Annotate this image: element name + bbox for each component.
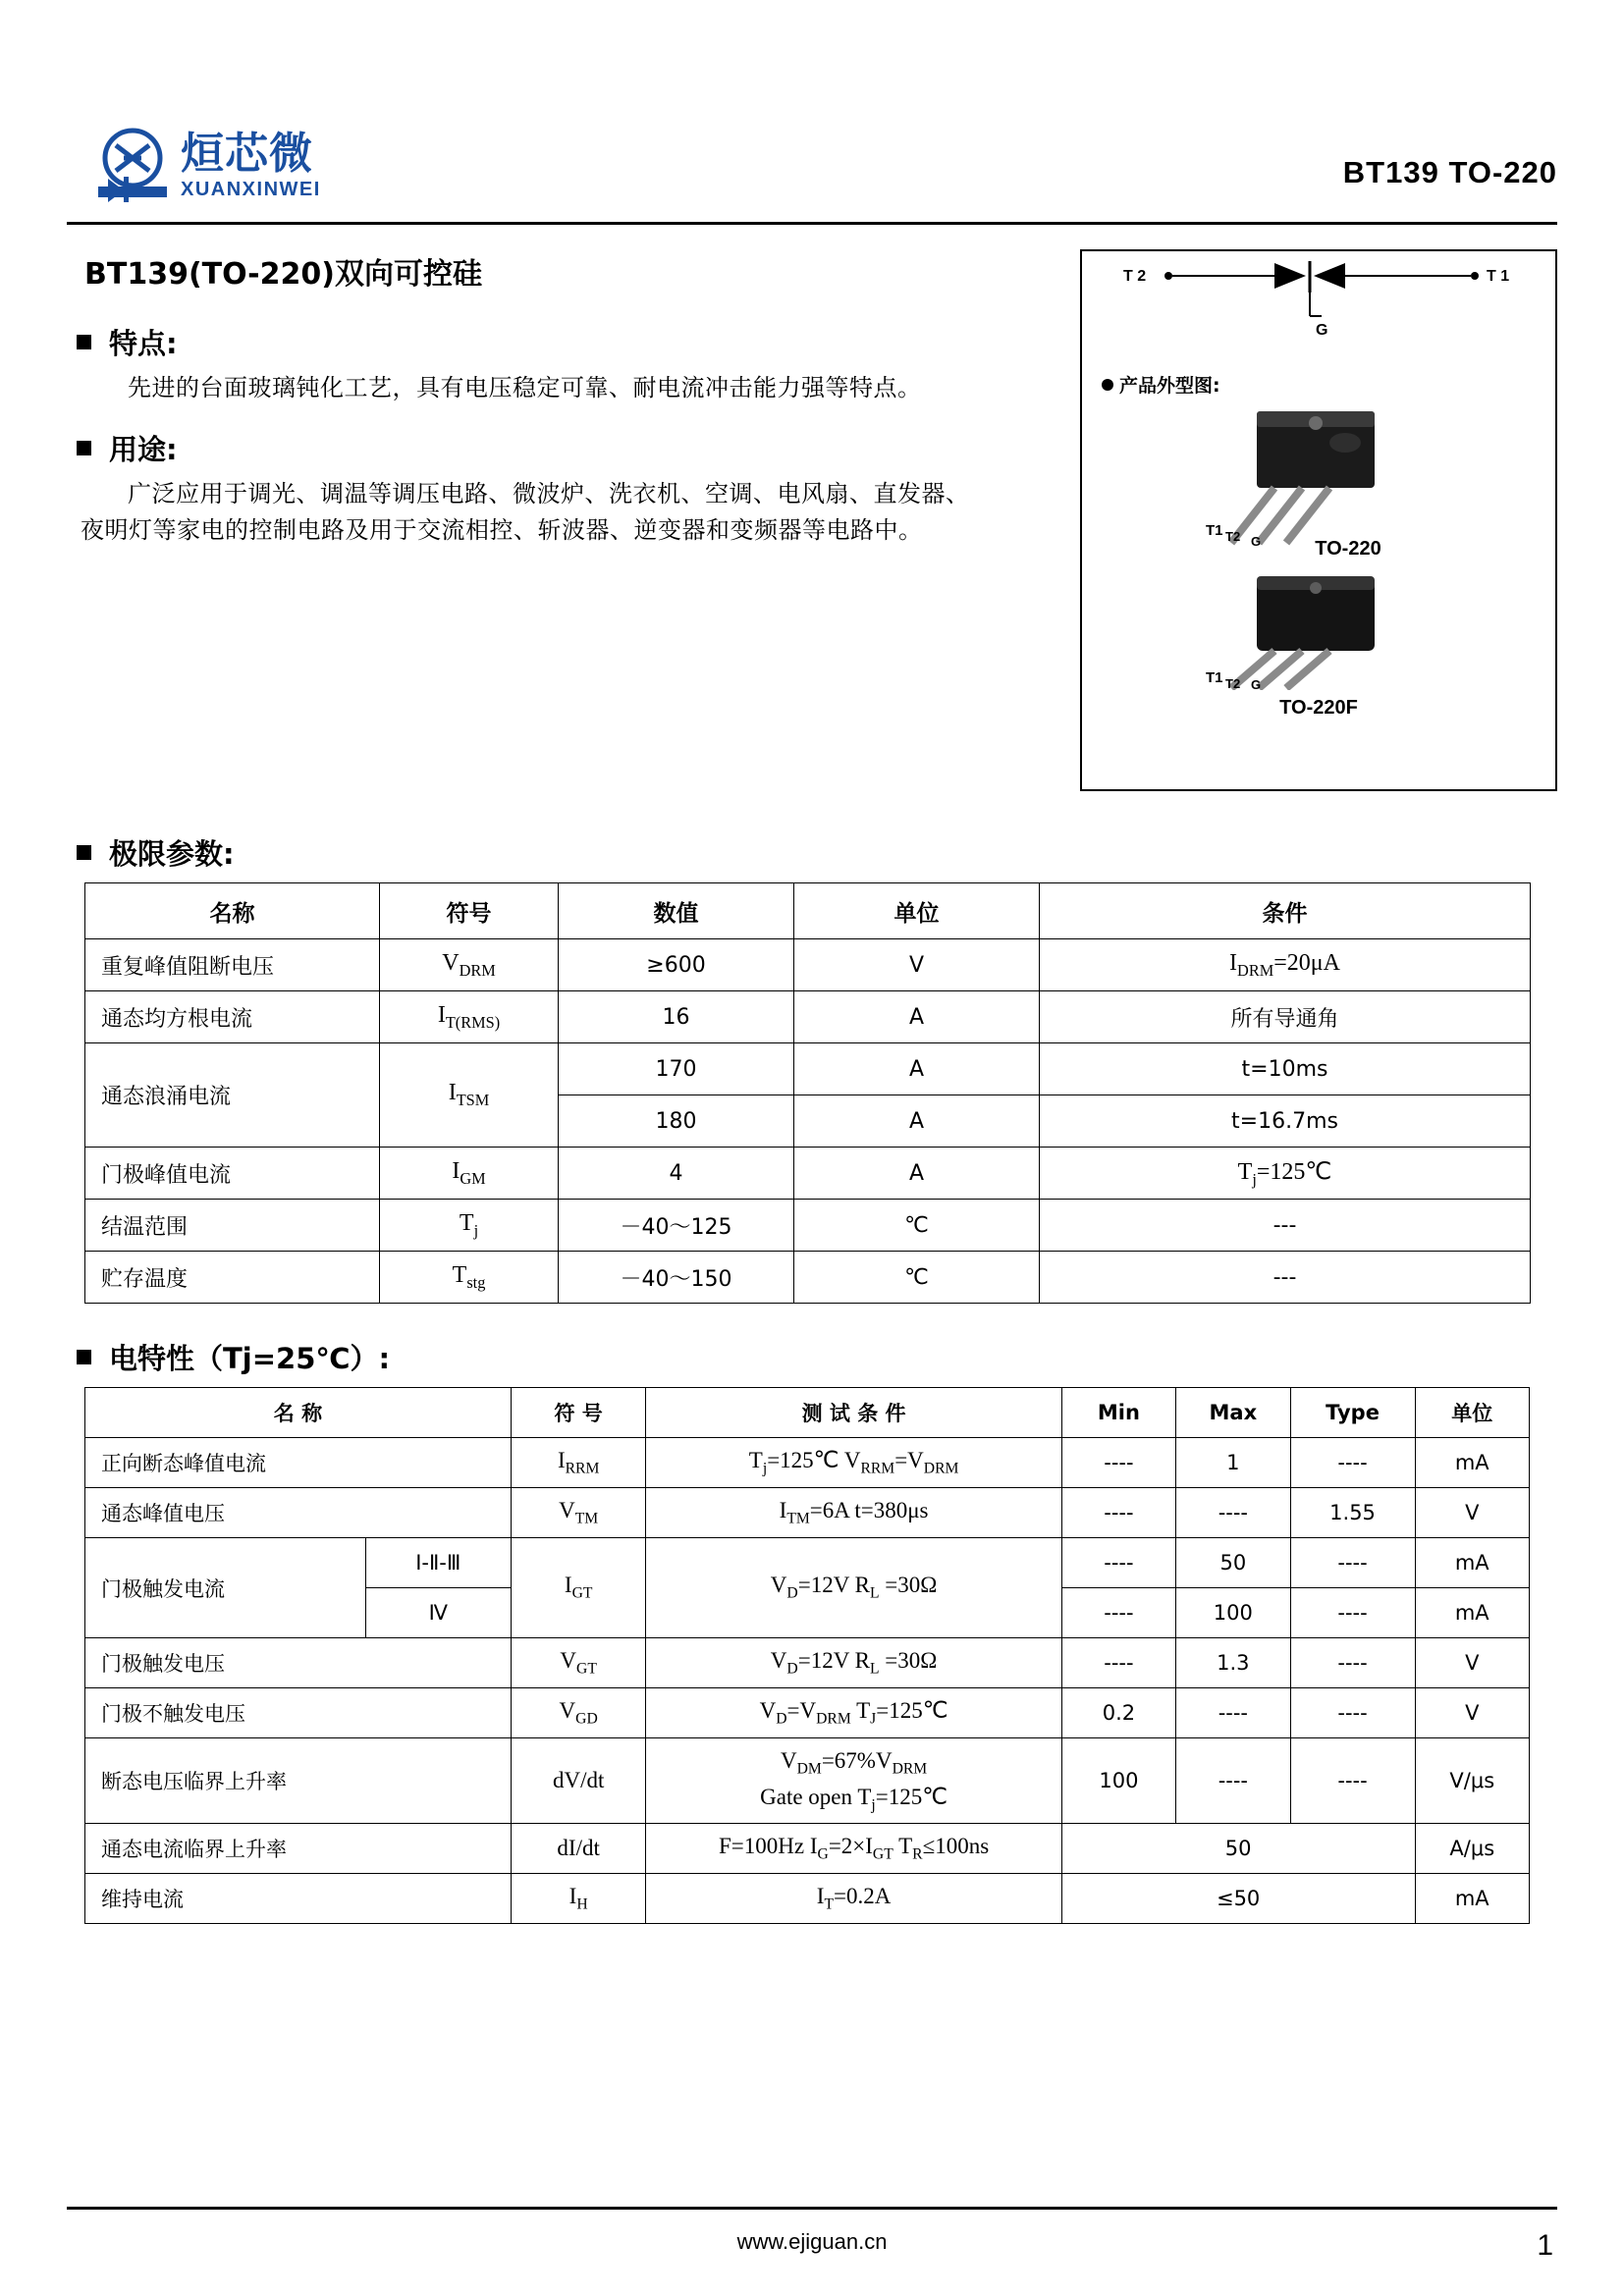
param-span-value: ≤50 xyxy=(1061,1874,1415,1924)
param-name: 通态峰值电压 xyxy=(85,1488,512,1538)
param-condition: $V_D=12V$ $R_L =30\Omega$ xyxy=(646,1638,1061,1688)
table-header-row xyxy=(85,1388,1530,1438)
square-bullet-icon xyxy=(77,441,91,455)
svg-text:T2: T2 xyxy=(1225,676,1241,690)
param-symbol: dV/dt xyxy=(511,1738,646,1824)
footer-url[interactable]: www.ejiguan.cn xyxy=(736,2229,888,2254)
param-name: 门极触发电压 xyxy=(85,1638,512,1688)
page-number: 1 xyxy=(1537,2229,1553,2262)
param-unit: mA xyxy=(1415,1538,1529,1588)
logo-chinese-name: 烜芯微 xyxy=(181,129,313,179)
round-bullet-icon xyxy=(1102,379,1113,391)
param-unit: A/μs xyxy=(1415,1824,1529,1874)
param-condition: $I_{TM}=6A$ t=380μs xyxy=(646,1488,1061,1538)
param-value: 180 xyxy=(559,1095,794,1148)
param-type: ---- xyxy=(1290,1638,1415,1688)
param-unit: mA xyxy=(1415,1874,1529,1924)
param-type: ---- xyxy=(1290,1538,1415,1588)
param-sub-label: Ⅰ-Ⅱ-Ⅲ xyxy=(365,1538,511,1588)
square-bullet-icon xyxy=(77,335,91,349)
table-row xyxy=(85,1200,1531,1252)
limits-heading-label: 极限参数: xyxy=(109,837,235,871)
param-value: 4 xyxy=(559,1148,794,1200)
limits-table-body xyxy=(85,939,1531,1304)
param-unit: ℃ xyxy=(794,1252,1040,1304)
triac-schematic-diagram xyxy=(1082,251,1555,367)
param-symbol: $T_{stg}$ xyxy=(380,1252,559,1304)
param-unit: mA xyxy=(1415,1588,1529,1638)
param-max: ---- xyxy=(1176,1688,1290,1738)
col-test-conditions: 测 试 条 件 xyxy=(646,1388,1061,1438)
col-name: 名称 xyxy=(85,883,380,939)
table-row xyxy=(85,1252,1531,1304)
param-value: ≥600 xyxy=(559,939,794,991)
svg-text:T 1: T 1 xyxy=(1487,268,1510,285)
col-min: Min xyxy=(1061,1388,1175,1438)
svg-text:G: G xyxy=(1251,677,1262,690)
limits-heading xyxy=(77,832,1557,873)
param-min: ---- xyxy=(1061,1538,1175,1588)
param-type: ---- xyxy=(1290,1588,1415,1638)
param-condition: F=100Hz $I_G=2\times I_{GT}$ $T_R\le 100ns$ xyxy=(646,1824,1061,1874)
param-type: ---- xyxy=(1290,1688,1415,1738)
param-symbol: $I_H$ xyxy=(511,1874,646,1924)
param-value: 170 xyxy=(559,1043,794,1095)
param-condition: --- xyxy=(1040,1200,1531,1252)
param-unit: mA xyxy=(1415,1438,1529,1488)
col-type: Type xyxy=(1290,1388,1415,1438)
param-name: 贮存温度 xyxy=(85,1252,380,1304)
param-span-value: 50 xyxy=(1061,1824,1415,1874)
part-number-heading: BT139 TO-220 xyxy=(1342,155,1557,189)
applications-heading xyxy=(77,428,980,468)
to220f-label: TO-220F xyxy=(1279,697,1358,719)
square-bullet-icon xyxy=(77,845,91,860)
header-divider xyxy=(67,222,1557,225)
table-row xyxy=(85,991,1531,1043)
table-row xyxy=(85,1043,1531,1095)
param-symbol: $V_{DRM}$ xyxy=(380,939,559,991)
svg-text:G: G xyxy=(1251,534,1262,549)
table-row xyxy=(85,1148,1531,1200)
package-outline-box xyxy=(1080,249,1557,791)
table-row xyxy=(85,1688,1530,1738)
param-condition: $V_D=12V$ $R_L =30\Omega$ xyxy=(646,1538,1061,1638)
param-condition: $I_T=0.2A$ xyxy=(646,1874,1061,1924)
param-condition: $T_j=125℃$ xyxy=(1040,1148,1531,1200)
param-symbol: $I_{GT}$ xyxy=(511,1538,646,1638)
param-name: 结温范围 xyxy=(85,1200,380,1252)
company-logo xyxy=(94,128,321,204)
param-symbol: dI/dt xyxy=(511,1824,646,1874)
svg-text:T2: T2 xyxy=(1225,529,1241,544)
param-condition: $V_{DM}=67\%V_{DRM}$ Gate open $T_j=125℃$ xyxy=(646,1738,1061,1824)
applications-heading-label: 用途: xyxy=(109,433,178,467)
param-unit: V xyxy=(1415,1488,1529,1538)
intro-text-column xyxy=(67,249,980,550)
param-symbol: $V_{TM}$ xyxy=(511,1488,646,1538)
svg-text:G: G xyxy=(1316,322,1328,339)
param-unit: A xyxy=(794,1043,1040,1095)
param-condition: $I_{DRM}=20\mu A$ xyxy=(1040,939,1531,991)
param-condition: $V_D=V_{DRM}$ $T_J=125℃$ xyxy=(646,1688,1061,1738)
electrical-characteristics-table xyxy=(84,1387,1530,1924)
col-max: Max xyxy=(1176,1388,1290,1438)
param-max: ---- xyxy=(1176,1488,1290,1538)
electrical-heading-label: 电特性（Tj=25℃）: xyxy=(109,1342,391,1375)
param-min: ---- xyxy=(1061,1588,1175,1638)
table-row xyxy=(85,1824,1530,1874)
param-condition: --- xyxy=(1040,1252,1531,1304)
param-max: 100 xyxy=(1176,1588,1290,1638)
table-row xyxy=(85,1874,1530,1924)
package-caption-label: 产品外型图: xyxy=(1119,375,1220,397)
param-sub-label: Ⅳ xyxy=(365,1588,511,1638)
param-name: 通态电流临界上升率 xyxy=(85,1824,512,1874)
page-header xyxy=(67,108,1557,226)
table-row xyxy=(85,1638,1530,1688)
param-min: ---- xyxy=(1061,1438,1175,1488)
param-unit: V/μs xyxy=(1415,1738,1529,1824)
svg-text:T1: T1 xyxy=(1206,522,1223,539)
param-condition: t=10ms xyxy=(1040,1043,1531,1095)
limits-table xyxy=(84,882,1531,1304)
param-symbol: $V_{GD}$ xyxy=(511,1688,646,1738)
param-min: 0.2 xyxy=(1061,1688,1175,1738)
param-symbol: $I_{GM}$ xyxy=(380,1148,559,1200)
param-min: 100 xyxy=(1061,1738,1175,1824)
features-heading xyxy=(77,322,980,362)
logo-mark-icon xyxy=(94,128,171,204)
table-row xyxy=(85,1438,1530,1488)
features-text: 先进的台面玻璃钝化工艺，具有电压稳定可靠、耐电流冲击能力强等特点。 xyxy=(128,374,922,401)
param-min: ---- xyxy=(1061,1638,1175,1688)
param-unit: ℃ xyxy=(794,1200,1040,1252)
col-symbol: 符号 xyxy=(380,883,559,939)
col-symbol: 符 号 xyxy=(511,1388,646,1438)
logo-english-name: XUANXINWEI xyxy=(181,179,321,200)
param-min: ---- xyxy=(1061,1488,1175,1538)
col-unit: 单位 xyxy=(794,883,1040,939)
page-title: BT139(TO-220)双向可控硅 xyxy=(84,257,482,292)
svg-text:T1: T1 xyxy=(1206,669,1223,686)
param-type: ---- xyxy=(1290,1738,1415,1824)
table-row xyxy=(85,1538,1530,1588)
applications-text: 广泛应用于调光、调温等调压电路、微波炉、洗衣机、空调、电风扇、直发器、夜明灯等家电的控制电路及用于交流相控、斩波器、逆变器和变频器等电路中。 xyxy=(81,480,970,545)
features-heading-label: 特点: xyxy=(109,327,178,360)
param-value: －40～150 xyxy=(559,1252,794,1304)
table-row xyxy=(85,1488,1530,1538)
param-value: －40～125 xyxy=(559,1200,794,1252)
square-bullet-icon xyxy=(77,1350,91,1364)
param-name: 门极峰值电流 xyxy=(85,1148,380,1200)
param-unit: A xyxy=(794,1095,1040,1148)
col-condition: 条件 xyxy=(1040,883,1531,939)
param-type: 1.55 xyxy=(1290,1488,1415,1538)
param-unit: V xyxy=(1415,1638,1529,1688)
col-unit: 单位 xyxy=(1415,1388,1529,1438)
table-header-row xyxy=(85,883,1531,939)
param-symbol: $T_j$ xyxy=(380,1200,559,1252)
param-name: 断态电压临界上升率 xyxy=(85,1738,512,1824)
col-value: 数值 xyxy=(559,883,794,939)
page-content xyxy=(67,108,1557,1924)
param-value: 16 xyxy=(559,991,794,1043)
param-unit: A xyxy=(794,1148,1040,1200)
svg-text:T 2: T 2 xyxy=(1123,268,1147,285)
param-symbol: $I_{TSM}$ xyxy=(380,1043,559,1148)
param-name: 维持电流 xyxy=(85,1874,512,1924)
param-max: 1 xyxy=(1176,1438,1290,1488)
param-name: 通态浪涌电流 xyxy=(85,1043,380,1148)
to220-label: TO-220 xyxy=(1315,538,1381,560)
footer-divider xyxy=(67,2207,1557,2210)
param-unit: A xyxy=(794,991,1040,1043)
param-max: 1.3 xyxy=(1176,1638,1290,1688)
param-name: 通态均方根电流 xyxy=(85,991,380,1043)
param-name: 门极触发电流 xyxy=(85,1538,366,1638)
param-max: ---- xyxy=(1176,1738,1290,1824)
param-symbol: $I_{T(RMS)}$ xyxy=(380,991,559,1043)
param-symbol: $V_{GT}$ xyxy=(511,1638,646,1688)
col-name: 名 称 xyxy=(85,1388,512,1438)
intro-area xyxy=(67,249,1557,799)
param-condition: 所有导通角 xyxy=(1040,991,1531,1043)
param-name: 正向断态峰值电流 xyxy=(85,1438,512,1488)
param-symbol: $I_{RRM}$ xyxy=(511,1438,646,1488)
param-unit: V xyxy=(1415,1688,1529,1738)
param-name: 重复峰值阻断电压 xyxy=(85,939,380,991)
param-max: 50 xyxy=(1176,1538,1290,1588)
param-condition: $T_j=125℃$ $V_{RRM}=V_{DRM}$ xyxy=(646,1438,1061,1488)
table-row xyxy=(85,939,1531,991)
param-type: ---- xyxy=(1290,1438,1415,1488)
to220-package-image xyxy=(1082,403,1555,561)
table-row xyxy=(85,1738,1530,1824)
package-caption xyxy=(1102,371,1555,398)
electrical-heading xyxy=(77,1337,1557,1377)
to220f-package-image xyxy=(1082,572,1555,720)
param-name: 门极不触发电压 xyxy=(85,1688,512,1738)
param-unit: V xyxy=(794,939,1040,991)
param-condition: t=16.7ms xyxy=(1040,1095,1531,1148)
electrical-table-body xyxy=(85,1438,1530,1924)
